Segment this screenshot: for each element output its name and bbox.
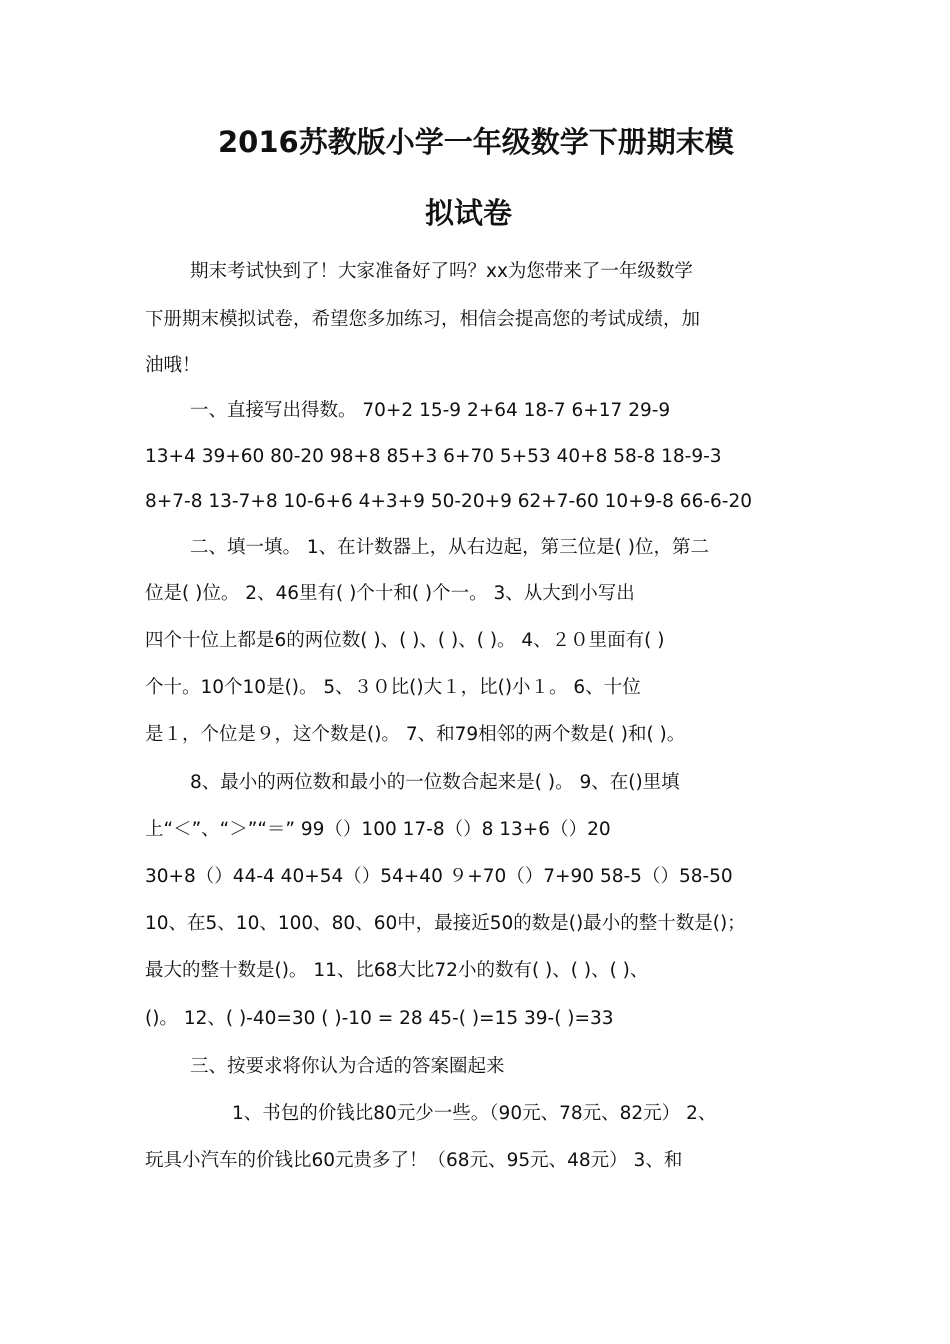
section-2-line: 10、在5、10、100、80、60中，最接近50的数是()最小的整十数是()；	[145, 913, 746, 934]
intro-paragraph-line: 期末考试快到了！大家准备好了吗？xx为您带来了一年级数学	[190, 261, 693, 282]
arithmetic-row: 8+7-8 13-7+8 10-6+6 4+3+9 50-20+9 62+7-60 10+9-8 66-6-20	[145, 491, 752, 512]
section-2-line: 30+8（）44-4 40+54（）54+40 ９+70（）7+90 58-5（）58-50	[145, 866, 733, 887]
section-2-line: 是１，个位是９，这个数是()。 7、和79相邻的两个数是( )和( )。	[145, 724, 686, 745]
intro-paragraph-line: 油哦！	[145, 355, 201, 376]
intro-paragraph-line: 下册期末模拟试卷，希望您多加练习，相信会提高您的考试成绩，加	[145, 309, 701, 330]
section-3-line: 1、书包的价钱比80元少一些。（90元、78元、82元） 2、	[232, 1103, 717, 1124]
document-title-line-2: 拟试卷	[425, 196, 513, 230]
section-2-line: 8、最小的两位数和最小的一位数合起来是( )。 9、在()里填	[190, 772, 680, 793]
section-2-line: 二、填一填。 1、在计数器上，从右边起，第三位是( )位，第二	[190, 537, 709, 558]
section-2-line: 上“＜”、“＞”“＝” 99（）100 17-8（）8 13+6（）20	[145, 819, 611, 840]
section-3-line: 玩具小汽车的价钱比60元贵多了！（68元、95元、48元） 3、和	[145, 1150, 683, 1171]
section-2-line: 最大的整十数是()。 11、比68大比72小的数有( )、( )、( )、	[145, 960, 649, 981]
document-title-line-1: 2016苏教版小学一年级数学下册期末模	[218, 125, 734, 159]
section-2-line: ()。 12、( )-40=30 ( )-10 = 28 45-( )=15 39-( )=33	[145, 1008, 614, 1029]
section-2-line: 个十。10个10是()。 5、３０比()大１，比()小１。 6、十位	[145, 677, 641, 698]
section-3-heading-line: 三、按要求将你认为合适的答案圈起来	[190, 1056, 505, 1077]
arithmetic-row: 13+4 39+60 80-20 98+8 85+3 6+70 5+53 40+8 58-8 18-9-3	[145, 446, 722, 467]
section-2-line: 四个十位上都是6的两位数( )、( )、( )、( )。 4、２０里面有( )	[145, 630, 665, 651]
section-2-line: 位是( )位。 2、46里有( )个十和( )个一。 3、从大到小写出	[145, 583, 635, 604]
section-1-heading-line: 一、直接写出得数。 70+2 15-9 2+64 18-7 6+17 29-9	[190, 400, 671, 421]
